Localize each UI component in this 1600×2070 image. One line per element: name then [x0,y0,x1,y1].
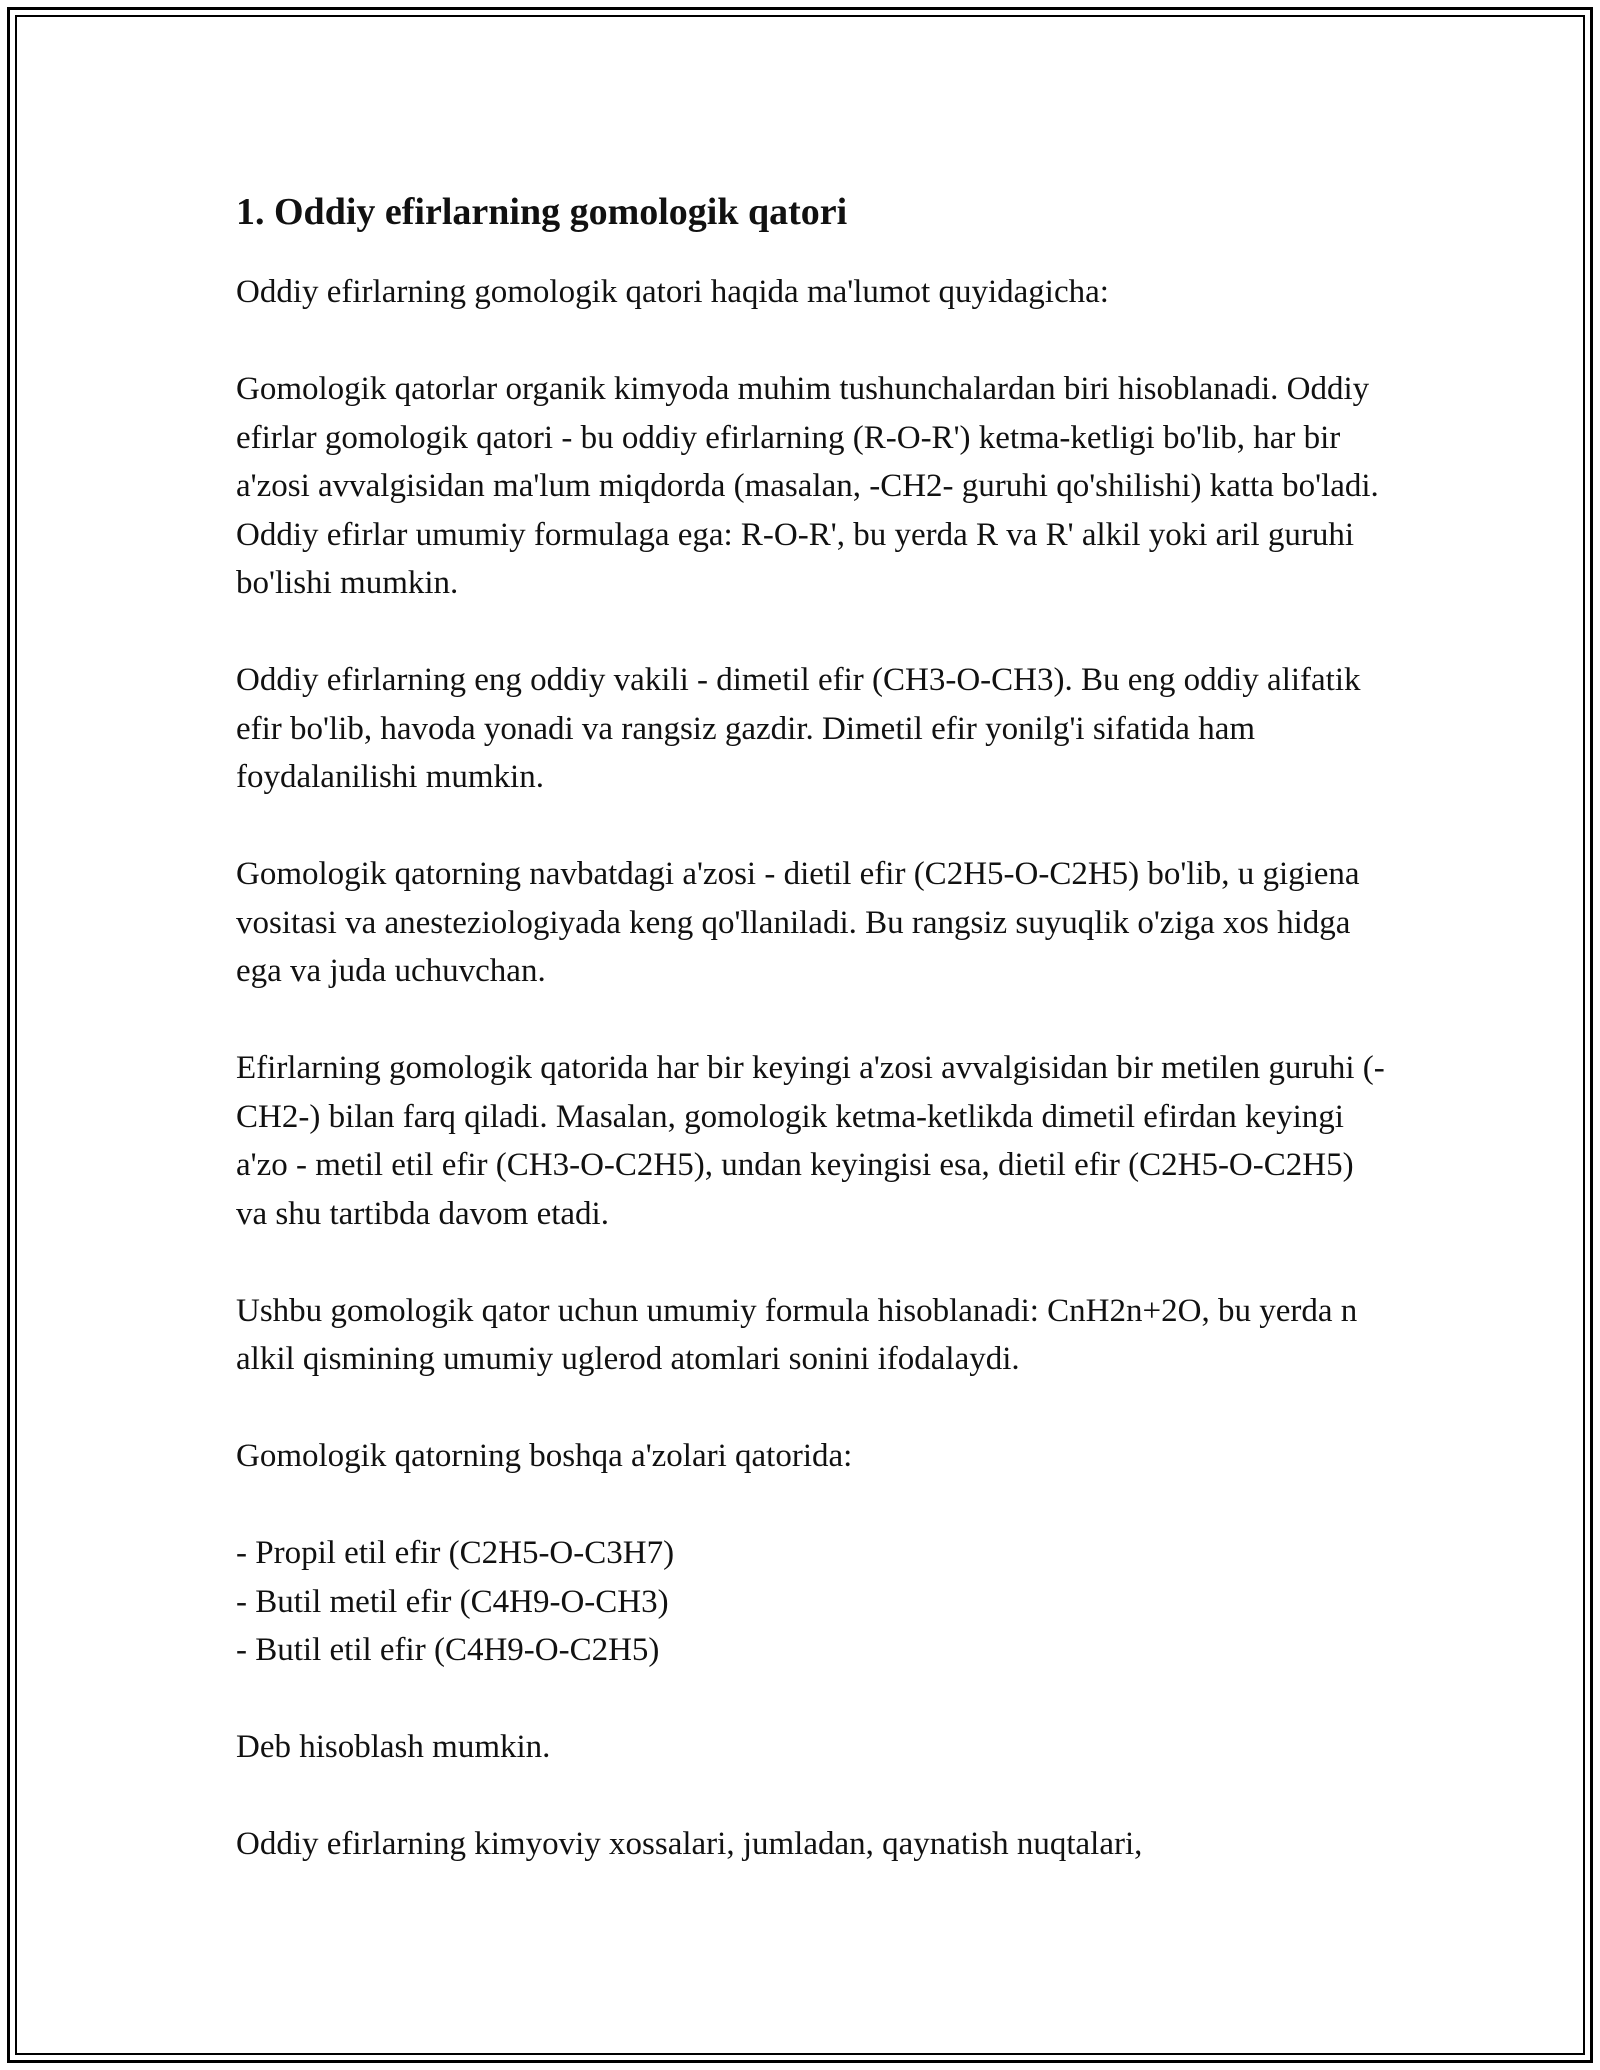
list-item: - Butil etil efir (C4H9-O-C2H5) [236,1632,660,1668]
closing-paragraph: Oddiy efirlarning kimyoviy xossalari, jumladan, qaynatish nuqtalari, [236,1826,1143,1862]
paragraph-diethyl-ether: Gomologik qatorning navbatdagi a'zosi - dietil efir (C2H5-O-C2H5) bo'lib, u gigiena vositasi va anesteziologiyada keng qo'llaniladi. Bu rangsiz suyuqlik o'ziga xos hidga ega va juda uchuvchan. [236,856,1360,989]
paragraph-homologous-series: Gomologik qatorlar organik kimyoda muhim tushunchalardan biri hisoblanadi. Oddiy efirlar gomologik qatori - bu oddiy efirlarning (R-O-R') ketma-ketligi bo'lib, har bir a'zosi avvalgisidan ma'lum miqdorda (masalan, -CH2- guruhi qo'shilishi) katta bo'ladi. Oddiy efirlar umumiy formulaga ega: R-O-R', bu yerda R va R' alkil yoki aril guruhi bo'lishi mumkin. [236,371,1379,601]
ether-member-list [236,1529,1386,1675]
section-heading: 1. Oddiy efirlarning gomologik qatori [236,191,848,233]
list-item: - Propil etil efir (C2H5-O-C3H7) [236,1535,675,1571]
after-list-paragraph: Deb hisoblash mumkin. [236,1729,551,1765]
paragraph-general-formula: Ushbu gomologik qator uchun umumiy formula hisoblanadi: CnH2n+2O, bu yerda n alkil qismining umumiy uglerod atomlari sonini ifodalaydi. [236,1292,1358,1377]
list-item: - Butil metil efir (C4H9-O-CH3) [236,1583,669,1620]
document-body [236,186,1386,1917]
intro-paragraph: Oddiy efirlarning gomologik qatori haqida ma'lumot quyidagicha: [236,274,1109,310]
paragraph-methylene-difference: Efirlarning gomologik qatorida har bir keyingi a'zosi avvalgisidan bir metilen guruhi (-CH2-) bilan farq qiladi. Masalan, gomologik ketma-ketlikda dimetil efirdan keyingi a'zo - metil etil efir (CH3-O-C2H5), undan keyingisi esa, dietil efir (C2H5-O-C2H5) va shu tartibda davom etadi. [236,1050,1385,1232]
paragraph-dimethyl-ether: Oddiy efirlarning eng oddiy vakili - dimetil efir (CH3-O-CH3). Bu eng oddiy alifatik efir bo'lib, havoda yonadi va rangsiz gazdir. Dimetil efir yonilg'i sifatida ham foydalanilishi mumkin. [236,662,1361,795]
paragraph-other-members: Gomologik qatorning boshqa a'zolari qatorida: [236,1438,853,1474]
